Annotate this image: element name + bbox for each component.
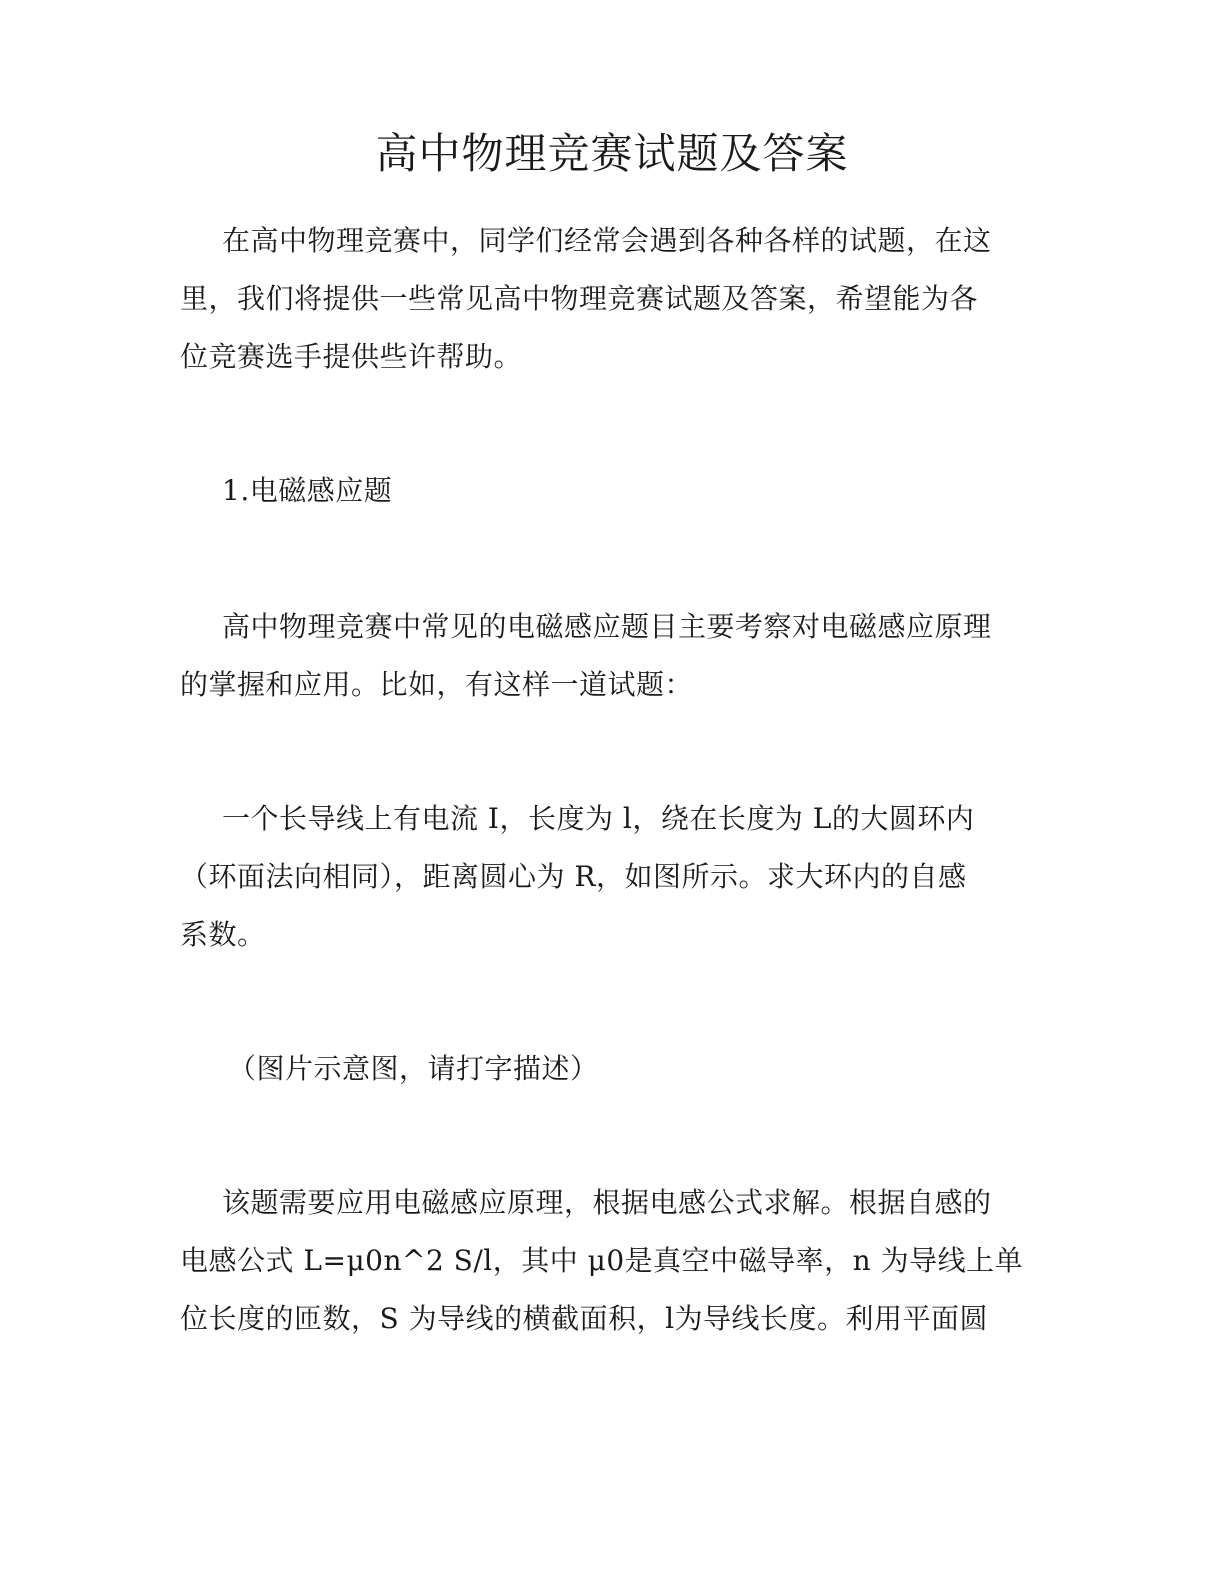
- paragraph-line: （环面法向相同），距离圆心为 R，如图所示。求大环内的自感: [180, 860, 967, 893]
- paragraph-line: 的掌握和应用。比如，有这样一道试题：: [180, 668, 694, 701]
- document-title: 高中物理竞赛试题及答案: [375, 129, 849, 178]
- description-paragraph: [180, 598, 1040, 714]
- paragraph-line: 电感公式 L=μ0n^2 S/l，其中 μ0是真空中磁导率，n 为导线上单: [180, 1244, 1024, 1277]
- solution-paragraph: [180, 1174, 1040, 1348]
- paragraph-line: 该题需要应用电磁感应原理，根据电感公式求解。根据自感的: [222, 1186, 992, 1219]
- figure-placeholder: [180, 1040, 1040, 1098]
- paragraph-line: 系数。: [180, 918, 266, 951]
- paragraph-line: 位长度的匝数，S 为导线的横截面积，l为导线长度。利用平面圆: [180, 1302, 989, 1335]
- problem-paragraph: [180, 790, 1040, 964]
- paragraph-line: 位竞赛选手提供些许帮助。: [180, 340, 523, 373]
- intro-paragraph: [180, 212, 1040, 386]
- figure-placeholder-text: （图片示意图，请打字描述）: [228, 1052, 599, 1085]
- section-heading-text: 1.电磁感应题: [222, 474, 393, 507]
- paragraph-line: 里，我们将提供一些常见高中物理竞赛试题及答案，希望能为各: [180, 282, 979, 315]
- paragraph-line: 高中物理竞赛中常见的电磁感应题目主要考察对电磁感应原理: [222, 610, 992, 643]
- section-heading: [180, 462, 1040, 520]
- paragraph-line: 一个长导线上有电流 I，长度为 l，绕在长度为 L的大圆环内: [222, 802, 975, 835]
- paragraph-line: 在高中物理竞赛中，同学们经常会遇到各种各样的试题，在这: [222, 224, 992, 257]
